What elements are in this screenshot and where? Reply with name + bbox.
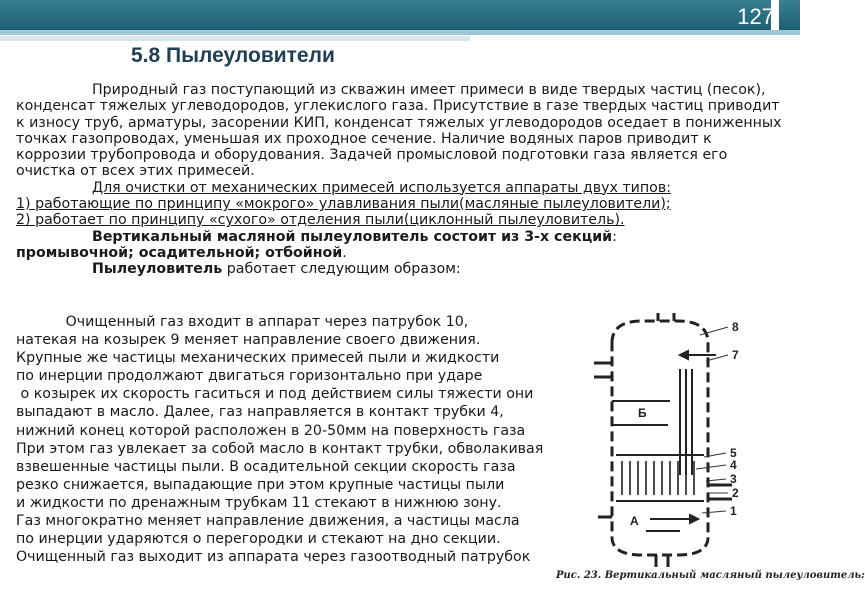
sections-heading: Вертикальный масляной пылеуловитель состоит из 3-х секций — [92, 228, 613, 245]
desc-line: и жидкости по дренажным трубкам 11 стекают в нижнюю зону. — [16, 494, 502, 511]
operation-subject: Пылеуловитель — [92, 261, 223, 278]
slide-title: 5.8 Пылеуловители — [131, 44, 335, 67]
desc-line: Очищенный газ входит в аппарат через патрубок 10, — [16, 314, 469, 330]
paragraph-intro: Природный газ поступающий из скважин имеет примеси в виде твердых частиц (песок), конденсат тяжелых углеводородов, углекислого газа. Присутствие в газе твердых частиц приводит к износу труб, арматуры, засорении КИП, конденсат тяжелых углеводородов оседает в пониженных точках газопроводах, уменьшая их проходное сечение. Наличие водяных паров приводит к коррозии трубопровода и оборудования. Задачей промысловой подготовки газа является его очистка от всех этих примесей. — [16, 82, 782, 180]
dust-collector-diagram — [550, 305, 790, 593]
desc-line: по инерции ударяются о перегородки и стекают на дно секции. — [16, 531, 501, 548]
header-stripe-light — [0, 36, 470, 41]
desc-line: Газ многократно меняет направление движения, а частицы масла — [16, 513, 520, 530]
slide-header-bar — [0, 0, 800, 30]
label-2: 2 — [732, 486, 739, 500]
paragraph-operation — [16, 261, 786, 277]
label-3: 3 — [730, 472, 737, 486]
sections-list: промывочной; осадительной; отбойной — [16, 244, 343, 261]
paragraph-sections — [16, 229, 786, 262]
label-1: 1 — [730, 504, 737, 518]
list-item-dry: 2) работает по принципу «сухого» отделения пыли(циклонный пылеуловитель). — [16, 212, 625, 229]
figure-caption: Рис. 23. Вертикальный масляный пылеуловитель: — [556, 570, 865, 581]
label-7: 7 — [732, 348, 739, 362]
sections-colon: : — [612, 228, 617, 245]
desc-line: При этом газ увлекает за собой масло в контакт трубки, обволакивая — [16, 440, 544, 457]
list-item-wet: 1) работающие по принципу «мокрого» улавливания пыли(масляные пылеуловители); — [16, 196, 671, 213]
paragraph-types: Для очистки от механических примесей используется аппараты двух типов: — [92, 179, 671, 196]
operation-rest: работает следующим образом: — [222, 261, 461, 278]
body-text — [16, 82, 786, 278]
desc-line: выпадают в масло. Далее, газ направляется в контакт трубки 4, — [16, 404, 504, 421]
desc-line: Очищенный газ выходит из аппарата через газоотводный патрубок — [16, 549, 531, 566]
slide-number: 127 — [737, 4, 774, 29]
desc-line: резко снижается, выпадающие при этом крупные частицы пыли — [16, 476, 505, 493]
label-5: 5 — [730, 446, 737, 460]
header-stripe — [0, 30, 800, 35]
desc-line: натекая на козырек 9 меняет направление своего движения. — [16, 332, 481, 349]
desc-line: о козырек их скорость гаситься и под действием силы тяжести они — [16, 386, 534, 403]
label-a: А — [630, 514, 639, 528]
desc-line: Крупные же частицы механических примесей пыли и жидкости — [16, 350, 500, 367]
label-4: 4 — [730, 458, 737, 472]
desc-line: по инерции продолжают двигаться горизонтально при ударе — [16, 368, 483, 385]
desc-line: нижний конец которой расположен в 20-50мм на поверхность газа — [16, 422, 526, 439]
desc-line: взвешенные частицы пыли. В осадительной секции скорость газа — [16, 458, 516, 475]
sections-period: . — [342, 244, 347, 261]
label-8: 8 — [732, 320, 739, 334]
label-b: Б — [638, 406, 647, 420]
operation-description — [16, 313, 556, 566]
